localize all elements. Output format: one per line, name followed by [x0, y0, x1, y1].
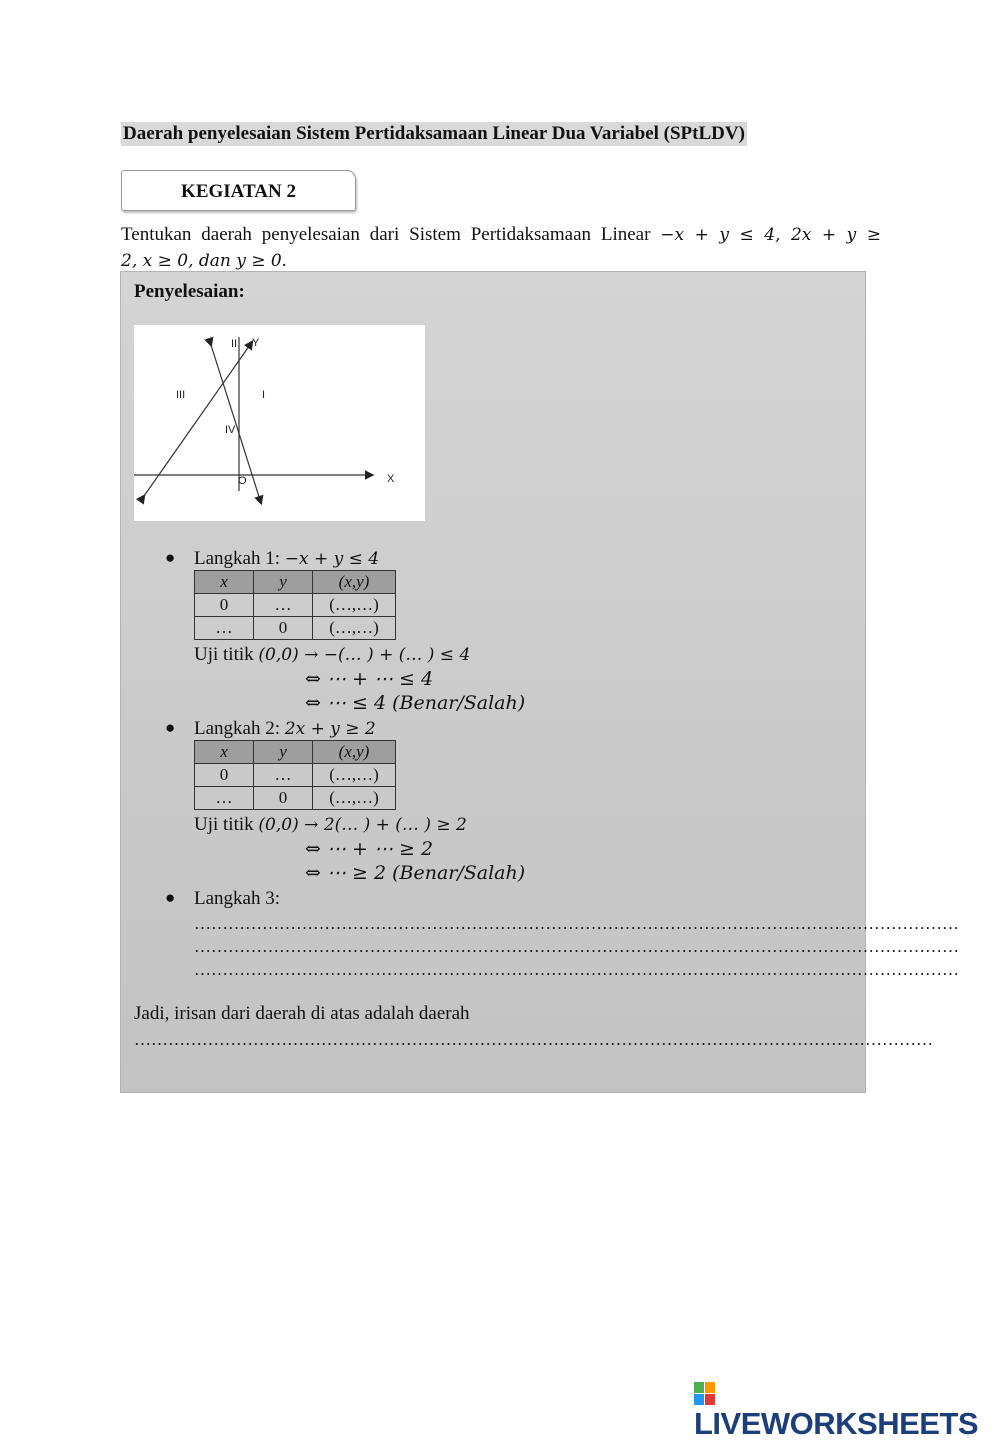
table-cell: 0	[195, 764, 254, 787]
table-row	[195, 787, 396, 810]
step-2-line-3: ⇔ ⋯ ≥ 2 (Benar/Salah)	[305, 862, 526, 884]
table-cell[interactable]: …	[195, 617, 254, 640]
logo-icon	[694, 1382, 716, 1406]
table-cell: 0	[254, 617, 313, 640]
header-x: x	[195, 571, 254, 594]
answer-line[interactable]: ………………………………………………………………………………………………………………………	[194, 914, 959, 933]
test-expression: (0,0) → 2(… ) + (… ) ≥ 2	[258, 815, 467, 835]
origin-label: O	[238, 475, 247, 487]
table-cell[interactable]: (…,…)	[313, 617, 396, 640]
step-1-heading	[194, 548, 379, 570]
step-1-label: Langkah 1:	[194, 548, 281, 569]
conclusion-answer-line[interactable]: ……………………………………………………………………………………………………………………………	[134, 1030, 933, 1049]
step-1-inequality: −x + y ≤ 4	[284, 549, 380, 569]
header-x: x	[195, 741, 254, 764]
answer-line[interactable]: ………………………………………………………………………………………………………………………	[194, 937, 959, 956]
logo-text: LIVEWORKSHEETS	[694, 1406, 979, 1441]
step-1-line-2: ⇔ ⋯ + ⋯ ≤ 4	[305, 668, 434, 690]
table-cell[interactable]: …	[254, 594, 313, 617]
instruction-math-2: 2, x ≥ 0, dan y ≥ 0	[121, 251, 282, 271]
instruction-period: .	[281, 250, 287, 271]
table-cell[interactable]: …	[254, 764, 313, 787]
step-2-test	[194, 814, 467, 836]
test-expression: (0,0) → −(… ) + (… ) ≤ 4	[258, 645, 471, 665]
x-axis-label: X	[387, 473, 395, 485]
test-label: Uji titik	[194, 644, 254, 665]
page-title: Daerah penyelesaian Sistem Pertidaksamaan Linear Dua Variabel (SPtLDV)	[123, 123, 745, 144]
instruction-sentence: Tentukan daerah penyelesaian dari Sistem Pertidaksamaan Linear	[121, 224, 651, 245]
step-2-label: Langkah 2:	[194, 718, 281, 739]
region-label-iii: III	[176, 389, 186, 401]
table-header-row	[195, 571, 396, 594]
instruction-math-1: −x + y ≤ 4, 2x + y ≥	[660, 225, 881, 245]
step-2-inequality: 2x + y ≥ 2	[284, 719, 376, 739]
y-axis-label: Y	[252, 337, 260, 349]
line-1	[144, 342, 252, 496]
solution-title: Penyelesaian:	[134, 281, 245, 302]
region-label-i: I	[262, 389, 266, 401]
activity-box: KEGIATAN 2	[121, 170, 356, 211]
solution-panel	[120, 271, 959, 1093]
table-cell[interactable]: (…,…)	[313, 764, 396, 787]
table-cell[interactable]: (…,…)	[313, 787, 396, 810]
instruction-text	[121, 222, 881, 274]
bullet: ●	[165, 548, 176, 567]
region-label-ii: II	[231, 338, 238, 350]
table-header-row	[195, 741, 396, 764]
step-2-heading	[194, 718, 376, 740]
step-1-line-3: ⇔ ⋯ ≤ 4 (Benar/Salah)	[305, 692, 526, 714]
header-xy: (x,y)	[313, 741, 396, 764]
table-cell: 0	[254, 787, 313, 810]
instruction-line-1	[121, 222, 881, 248]
header-y: y	[254, 571, 313, 594]
table-row	[195, 617, 396, 640]
conclusion-text: Jadi, irisan dari daerah di atas adalah daerah	[134, 1003, 470, 1024]
step-2-line-2: ⇔ ⋯ + ⋯ ≥ 2	[305, 838, 434, 860]
bullet: ●	[165, 888, 176, 907]
table-cell[interactable]: …	[195, 787, 254, 810]
step-1-test	[194, 644, 470, 666]
region-label-iv: IV	[225, 424, 236, 436]
test-label: Uji titik	[194, 814, 254, 835]
line-2	[211, 345, 261, 503]
step-2-table	[194, 740, 396, 810]
header-xy: (x,y)	[313, 571, 396, 594]
table-cell[interactable]: (…,…)	[313, 594, 396, 617]
table-row	[195, 764, 396, 787]
step-3-label: Langkah 3:	[194, 888, 281, 909]
step-1-table	[194, 570, 396, 640]
region-graph	[134, 325, 425, 521]
table-cell: 0	[195, 594, 254, 617]
answer-line[interactable]: ………………………………………………………………………………………………………………………	[194, 960, 959, 979]
header-y: y	[254, 741, 313, 764]
table-row	[195, 594, 396, 617]
liveworksheets-logo	[694, 1376, 1000, 1441]
bullet: ●	[165, 718, 176, 737]
